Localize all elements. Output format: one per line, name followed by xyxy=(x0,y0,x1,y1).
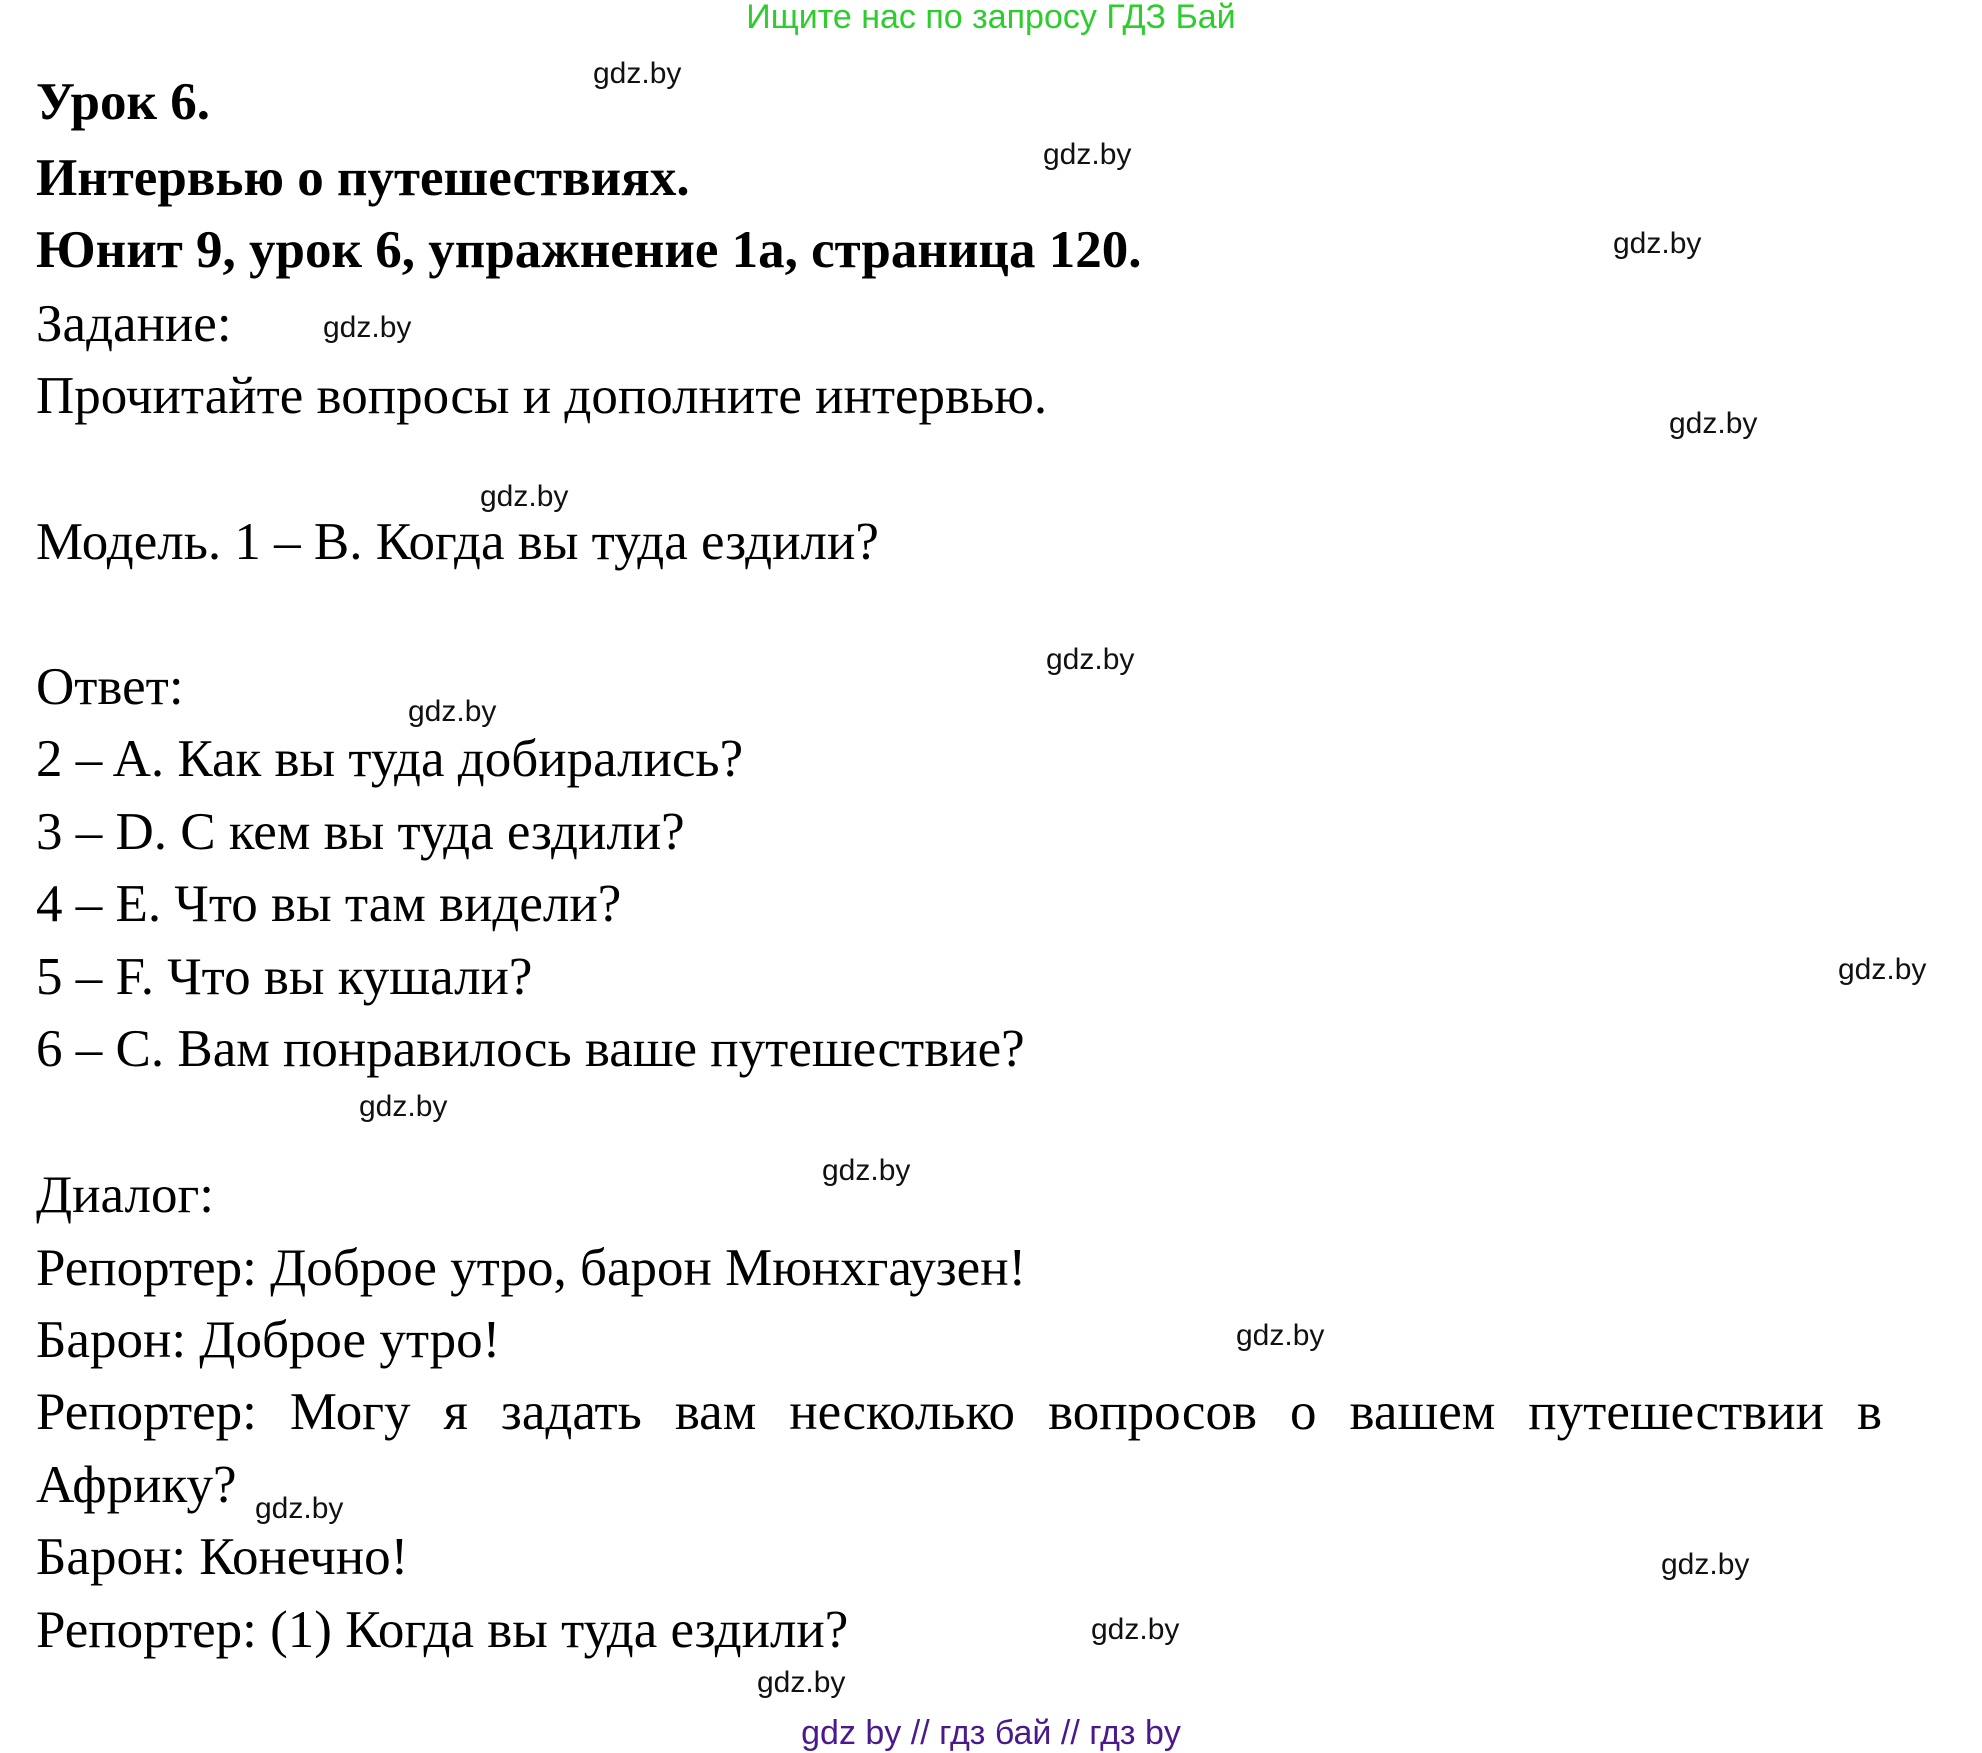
watermark: gdz.by xyxy=(480,480,569,513)
watermark: gdz.by xyxy=(757,1666,846,1699)
task-text: Прочитайте вопросы и дополните интервью. xyxy=(36,367,1048,425)
answer-label: Ответ: xyxy=(36,658,184,716)
dialog-line: Репортер: Доброе утро, барон Мюнхгаузен! xyxy=(36,1239,1027,1297)
exercise-reference: Юнит 9, урок 6, упражнение 1а, страница 120. xyxy=(36,221,1142,279)
answer-item: 2 – A. Как вы туда добирались? xyxy=(36,730,744,788)
answer-item: 4 – E. Что вы там видели? xyxy=(36,875,622,933)
watermark: gdz.by xyxy=(1669,407,1758,440)
watermark: gdz.by xyxy=(1838,953,1927,986)
watermark: gdz.by xyxy=(255,1492,344,1525)
model-example: Модель. 1 – B. Когда вы туда ездили? xyxy=(36,513,879,571)
answer-item: 6 – C. Вам понравилось ваше путешествие? xyxy=(36,1020,1025,1078)
task-label: Задание: xyxy=(36,295,232,353)
watermark: gdz.by xyxy=(408,695,497,728)
answer-item: 5 – F. Что вы кушали? xyxy=(36,948,533,1006)
watermark: gdz.by xyxy=(323,311,412,344)
dialog-line: Репортер: (1) Когда вы туда ездили? xyxy=(36,1601,849,1659)
topic-title: Интервью о путешествиях. xyxy=(36,149,690,207)
lesson-title: Урок 6. xyxy=(36,73,211,131)
dialog-line: Барон: Доброе утро! xyxy=(36,1311,501,1369)
watermark: gdz.by xyxy=(1661,1548,1750,1581)
watermark: gdz.by xyxy=(1046,643,1135,676)
watermark: gdz.by xyxy=(359,1090,448,1123)
dialog-label: Диалог: xyxy=(36,1166,214,1224)
dialog-line: Барон: Конечно! xyxy=(36,1528,409,1586)
watermark: gdz.by xyxy=(1043,138,1132,171)
watermark: gdz.by xyxy=(593,57,682,90)
watermark: gdz.by xyxy=(1091,1613,1180,1646)
dialog-line: Африку? xyxy=(36,1456,237,1514)
watermark: gdz.by xyxy=(1613,227,1702,260)
search-banner: Ищите нас по запросу ГДЗ Бай xyxy=(746,0,1236,36)
answer-item: 3 – D. С кем вы туда ездили? xyxy=(36,803,685,861)
watermark: gdz.by xyxy=(822,1154,911,1187)
watermark: gdz.by xyxy=(1236,1319,1325,1352)
dialog-line: Репортер: Могу я задать вам несколько вопросов о вашем путешествии в xyxy=(36,1383,1882,1441)
footer-banner: gdz by // гдз бай // гдз by xyxy=(801,1714,1181,1752)
